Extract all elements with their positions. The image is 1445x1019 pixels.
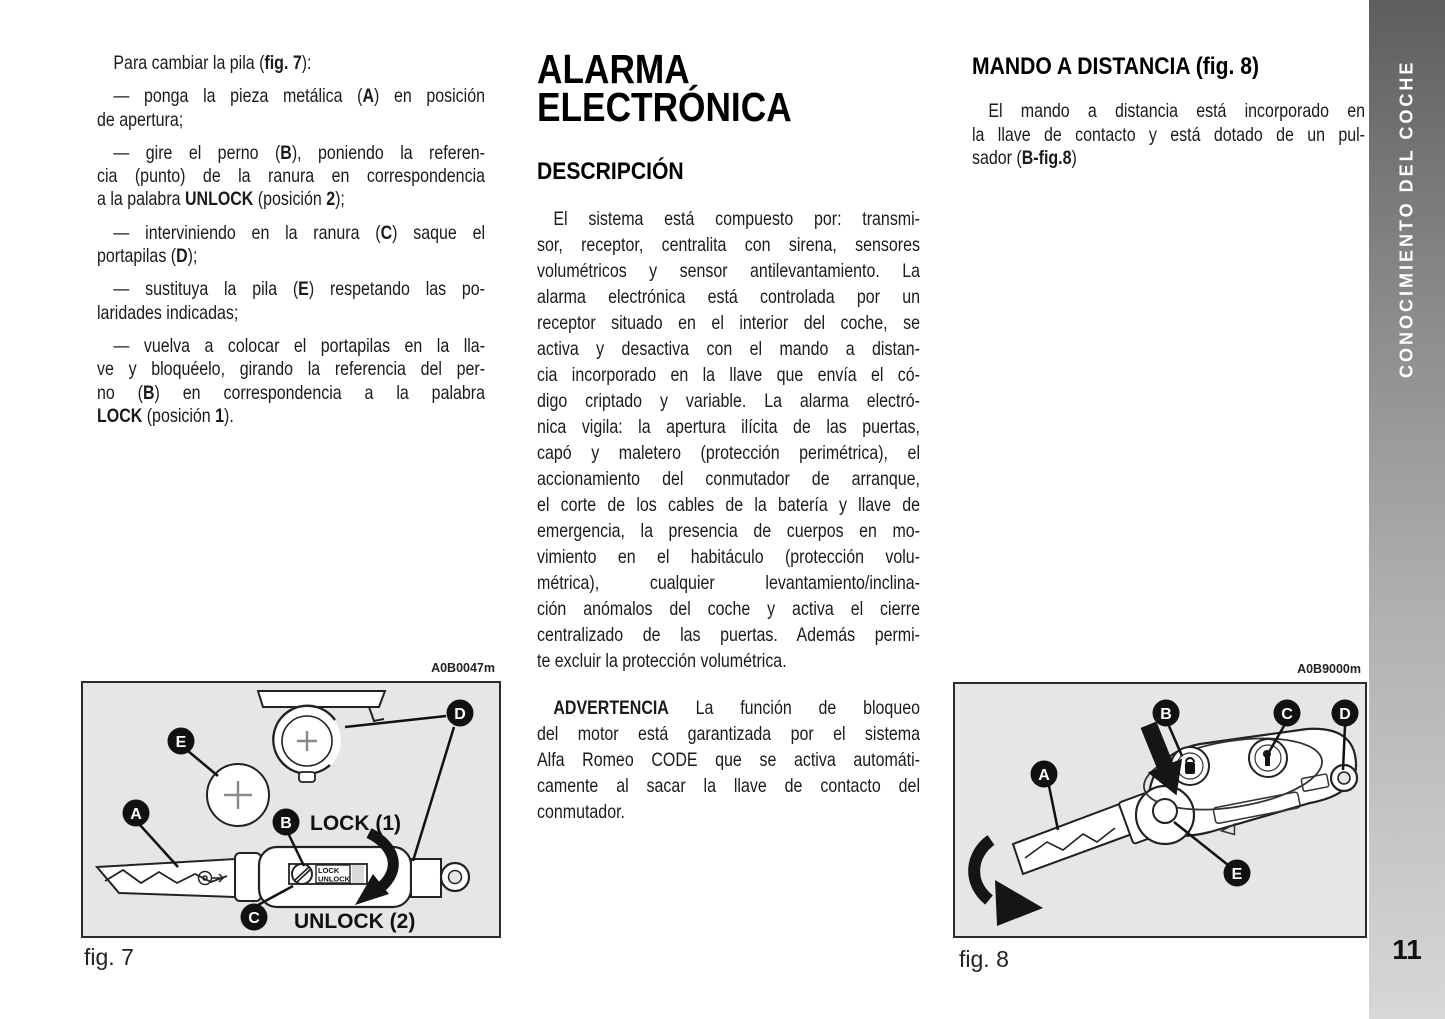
text-line: centralizado de las puertas. Además permi- [537,624,921,646]
key-switch-lock-text: LOCK [318,866,340,875]
svg-text:E: E [1231,866,1243,883]
battery-change-instructions [97,52,485,428]
text-line: activa y desactiva con el mando a distan- [537,338,921,360]
figure-8-diagram [955,684,1365,936]
label-badge-d [1332,700,1359,727]
screw-icon [292,864,312,884]
svg-text:D: D [454,706,466,723]
text-line: El mando a distancia está incorporado en [988,100,1366,122]
figure-7-caption: fig. 7 [84,944,134,970]
paragraph [97,335,485,428]
text-line: ve y bloquéelo, girando la referencia del per- [97,358,486,381]
text-line: volumétricos y sensor antilevantamiento. La [537,260,921,282]
text-line: de apertura; [97,108,184,131]
section-title-line1: ALARMA [537,46,690,92]
text-line: a la palabra UNLOCK (posición 2); [97,188,345,211]
text-line: métrica), cualquier levantamiento/inclina- [537,572,921,594]
text-line: ción anómalos del coche y activa el cierre [537,598,921,620]
text-line: vimiento en el habitáculo (protección volu- [537,546,921,568]
svg-text:B: B [280,815,292,832]
text-line: — vuelva a colocar el portapilas en la lla- [113,334,486,357]
paragraph [97,85,485,132]
label-badge-b [1153,700,1180,727]
svg-text:E: E [175,734,187,751]
text-line: digo criptado y variable. La alarma electró- [537,390,921,412]
text-line: El sistema está compuesto por: transmi- [553,208,921,230]
paragraph [97,278,485,325]
remote-control-heading: MANDO A DISTANCIA (fig. 8) [972,53,1260,80]
svg-text:D: D [1339,706,1351,723]
text-line: Alfa Romeo CODE que se activa automáti- [537,749,921,771]
label-badge-c [241,904,268,931]
alarm-description-text [537,206,920,825]
label-badge-b [273,809,300,836]
section-title-line2: ELECTRÓNICA [537,84,792,130]
section-title [537,46,866,130]
label-badge-a [1031,761,1058,788]
middle-column [537,46,921,825]
text-line: — sustituya la pila (E) respetando las po- [113,278,486,301]
text-line: te excluir la protección volumétrica. [537,650,787,672]
text-line: cia (punto) de la ranura en correspondencia [97,165,486,188]
figure-8-code: A0B9000m [1297,662,1361,676]
section-subtitle: DESCRIPCIÓN [537,158,684,185]
release-button [1153,799,1177,823]
figure-7-code: A0B0047m [431,661,495,675]
remote-control-text [972,100,1365,171]
text-line: LOCK (posición 1). [97,404,234,427]
svg-text:B: B [1160,706,1172,723]
text-line: nica vigila: la apertura ilícita de las puertas, [537,416,921,438]
key-diagram [97,847,469,907]
paragraph [97,222,485,269]
page-number: 11 [1392,934,1422,965]
label-badge-e [168,728,195,755]
figure-8-caption: fig. 8 [959,946,1009,972]
paragraph [97,142,485,212]
label-badge-a [123,800,150,827]
unlock-annotation: UNLOCK (2) [294,910,416,933]
text-line: camente al sacar la llave de contacto del [537,775,921,797]
paragraph [537,206,920,674]
text-line: laridades indicadas; [97,301,239,324]
text-line: cia incorporado en la llave que envía el có- [537,364,921,386]
text-line: emergencia, la presencia de cuerpos en mo- [537,520,921,542]
paragraph [537,695,920,825]
figure-7-box [81,681,501,938]
text-line: — gire el perno (B), poniendo la referen- [113,141,486,164]
svg-text:C: C [248,910,260,927]
svg-text:A: A [1038,767,1050,784]
text-line: el corte de los cables de la batería y llave de [537,494,921,516]
label-badge-e [1224,860,1251,887]
battery-holder-icon [258,691,385,782]
lock-annotation: LOCK (1) [310,812,401,835]
svg-text:A: A [130,806,142,823]
text-line: receptor situado en el interior del coche, se [537,312,921,334]
text-line: ADVERTENCIA La función de bloqueo [553,697,921,719]
right-column [972,53,1365,171]
svg-text:C: C [1281,706,1293,723]
remote-key-diagram [1013,727,1357,874]
text-line: Para cambiar la pila (fig. 7): [113,52,312,74]
text-line: — ponga la pieza metálica (A) en posición [113,85,486,108]
text-line: portapilas (D); [97,245,198,268]
figure-8-box [953,682,1367,938]
text-line: sador (B-fig.8) [972,147,1077,169]
text-line: capó y maletero (protección perimétrica), el [537,442,921,464]
key-switch-unlock-text: UNLOCK [318,874,351,884]
text-line: del motor está garantizada por el sistema [537,723,921,745]
paragraph [972,100,1365,171]
text-line: alarma electrónica está controlada por un [537,286,921,308]
paragraph [97,52,485,75]
text-line: accionamiento del conmutador de arranque, [537,468,921,490]
figure-7-diagram [83,683,499,936]
text-line: no (B) en correspondencia a la palabra [97,381,485,404]
left-column [97,52,485,438]
text-line: la llave de contacto y está dotado de un pul- [972,123,1366,146]
text-line: sor, receptor, centralita con sirena, sensores [537,234,921,256]
text-line: — interviniendo en la ranura (C) saque el [113,221,486,244]
label-badge-d [447,700,474,727]
label-badge-c [1274,700,1301,727]
sidebar-section-title: CONOCIMIENTO DEL COCHE [1396,59,1417,379]
unlock-button-icon [1249,739,1287,777]
text-line: conmutador. [537,801,625,823]
